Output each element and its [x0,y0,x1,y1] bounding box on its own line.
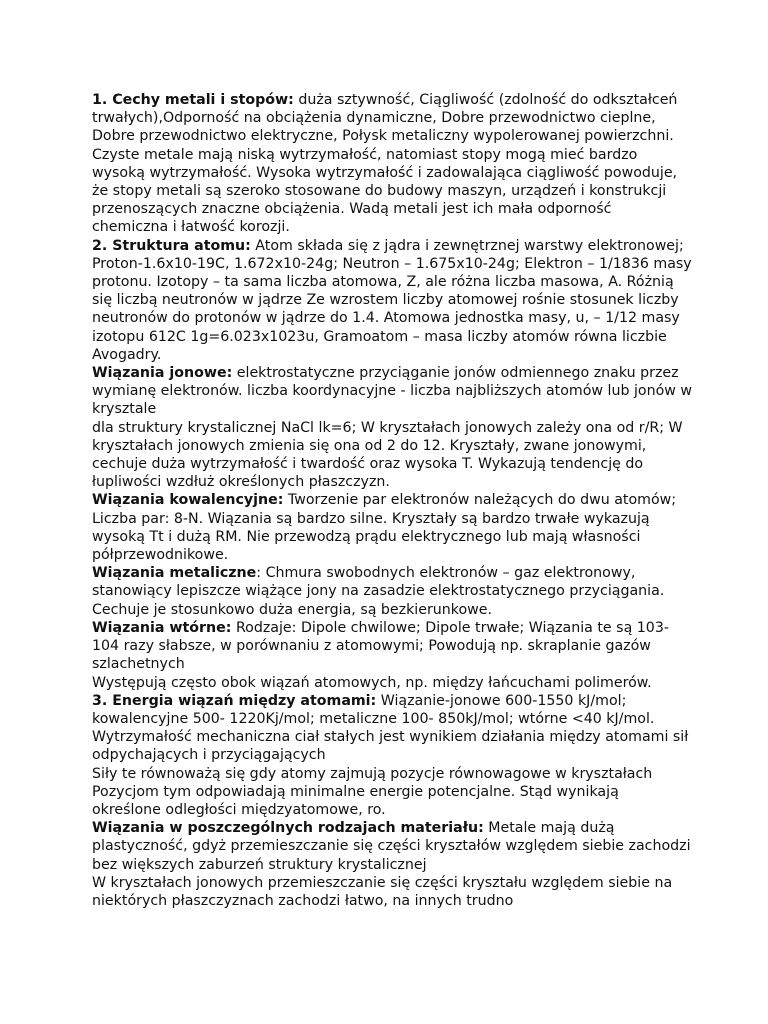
paragraph-heading: Wiązania kowalencyjne: [92,492,284,509]
paragraph-metal-properties [92,91,692,237]
paragraph-text: Występują często obok wiązań atomowych, np. między łańcuchami polimerów. [92,674,652,691]
paragraph-ionic-bonds-cont [92,419,692,492]
paragraph-heading: 3. Energia wiązań między atomami: [92,692,377,709]
paragraph-ionic-bonds [92,364,692,419]
paragraph-metallic-bonds [92,564,692,619]
paragraph-bond-energy-cont [92,765,692,783]
paragraph-text: : Chmura swobodnych elektronów – gaz elektronowy, stanowiący lepiszcze wiążące jony na zasadzie elektrostatycznego przyciągania. Cechuje je stosunkowo duża energia, są bezkierunkowe. [92,565,665,618]
paragraph-heading: 2. Struktura atomu: [92,237,251,254]
paragraph-text: Metale mają dużą plastyczność, gdyż przemieszczanie się części kryształów względem siebie zachodzi bez większych zaburzeń struktury krystalicznej [92,820,691,873]
paragraph-text: duża sztywność, Ciągliwość (zdolność do odkształceń trwałych),Odporność na obciążenia dynamiczne, Dobre przewodnictwo cieplne, Dobre przewodnictwo elektryczne, Połysk metaliczny wypolerowanej powierzchni. Czyste metale mają niską wytrzymałość, natomiast stopy mogą mieć bardzo wysoką wytrzymałość. Wysoka wytrzymałość i zadowalająca ciągliwość powoduje, że stopy metali są szeroko stosowane do budowy maszyn, urządzeń i konstrukcji przenoszących znaczne obciążenia. Wadą metali jest ich mała odporność chemiczna i łatwość korozji. [92,92,678,236]
paragraph-heading: Wiązania w poszczególnych rodzajach materiału: [92,820,484,837]
paragraph-text: Tworzenie par elektronów należących do dwu atomów; Liczba par: 8-N. Wiązania są bardzo silne. Kryształy są bardzo trwałe wykazują wysoką Tt i dużą RM. Nie przewodzą prądu elektrycznego lub mają własności półprzewodnikowe. [92,492,677,564]
paragraph-atom-structure [92,237,692,364]
paragraph-text: dla struktury krystalicznej NaCl lk=6; W kryształach jonowych zależy ona od r/R; W kryształach jonowych zmienia się ona od 2 do 12. Kryształy, zwane jonowymi, cechuje duża wytrzymałość i twardość oraz wysoka T. Wykazują tendencję do łupliwości wzdłuż określonych płaszczyzn. [92,419,683,491]
paragraph-text: Wiązanie-jonowe 600-1550 kJ/mol; kowalencyjne 500- 1220Kj/mol; metaliczne 100- 850kJ/mol; wtórne <40 kJ/mol. Wytrzymałość mechaniczna ciał stałych jest wynikiem działania między atomami sił odpychających i przyciągających [92,692,689,764]
paragraph-covalent-bonds [92,491,692,564]
paragraph-text: Atom składa się z jądra i zewnętrznej warstwy elektronowej; Proton-1.6x10-19C, 1.672x10-24g; Neutron – 1.675x10-24g; Elektron – 1/1836 masy protonu. Izotopy – ta sama liczba atomowa, Z, ale różna liczba masowa, A. Różnią się liczbą neutronów w jądrze Ze wzrostem liczby atomowej rośnie stosunek liczby neutronów do protonów w jądrze do 1.4. Atomowa jednostka masy, u, – 1/12 masy izotopu 612C 1g=6.023x1023u, Gramoatom – masa liczby atomów równa liczbie Avogadry. [92,237,692,363]
document-page [92,91,692,910]
paragraph-secondary-bonds-cont [92,674,692,692]
paragraph-text: W kryształach jonowych przemieszczanie się części kryształu względem siebie na niektórych płaszczyznach zachodzi łatwo, na innych trudno [92,874,673,909]
paragraph-secondary-bonds [92,619,692,674]
paragraph-heading: Wiązania metaliczne [92,565,257,582]
paragraph-text: Siły te równoważą się gdy atomy zajmują pozycje równowagowe w kryształach [92,765,653,782]
paragraph-bond-energy-cont2 [92,783,692,819]
paragraph-heading: Wiązania wtórne: [92,619,232,636]
paragraph-bond-energy [92,692,692,765]
paragraph-heading: Wiązania jonowe: [92,365,233,382]
paragraph-material-bonds [92,819,692,874]
paragraph-text: elektrostatyczne przyciąganie jonów odmiennego znaku przez wymianę elektronów. liczba koordynacyjne - liczba najbliższych atomów lub jonów w krysztale [92,365,692,418]
paragraph-heading: 1. Cechy metali i stopów: [92,92,294,108]
paragraph-material-bonds-cont [92,874,692,910]
paragraph-text: Rodzaje: Dipole chwilowe; Dipole trwałe; Wiązania te są 103-104 razy słabsze, w porównaniu z atomowymi; Powodują np. skraplanie gazów szlachetnych [92,619,669,673]
paragraph-text: Pozycjom tym odpowiadają minimalne energie potencjalne. Stąd wynikają określone odległości międzyatomowe, ro. [92,783,619,818]
